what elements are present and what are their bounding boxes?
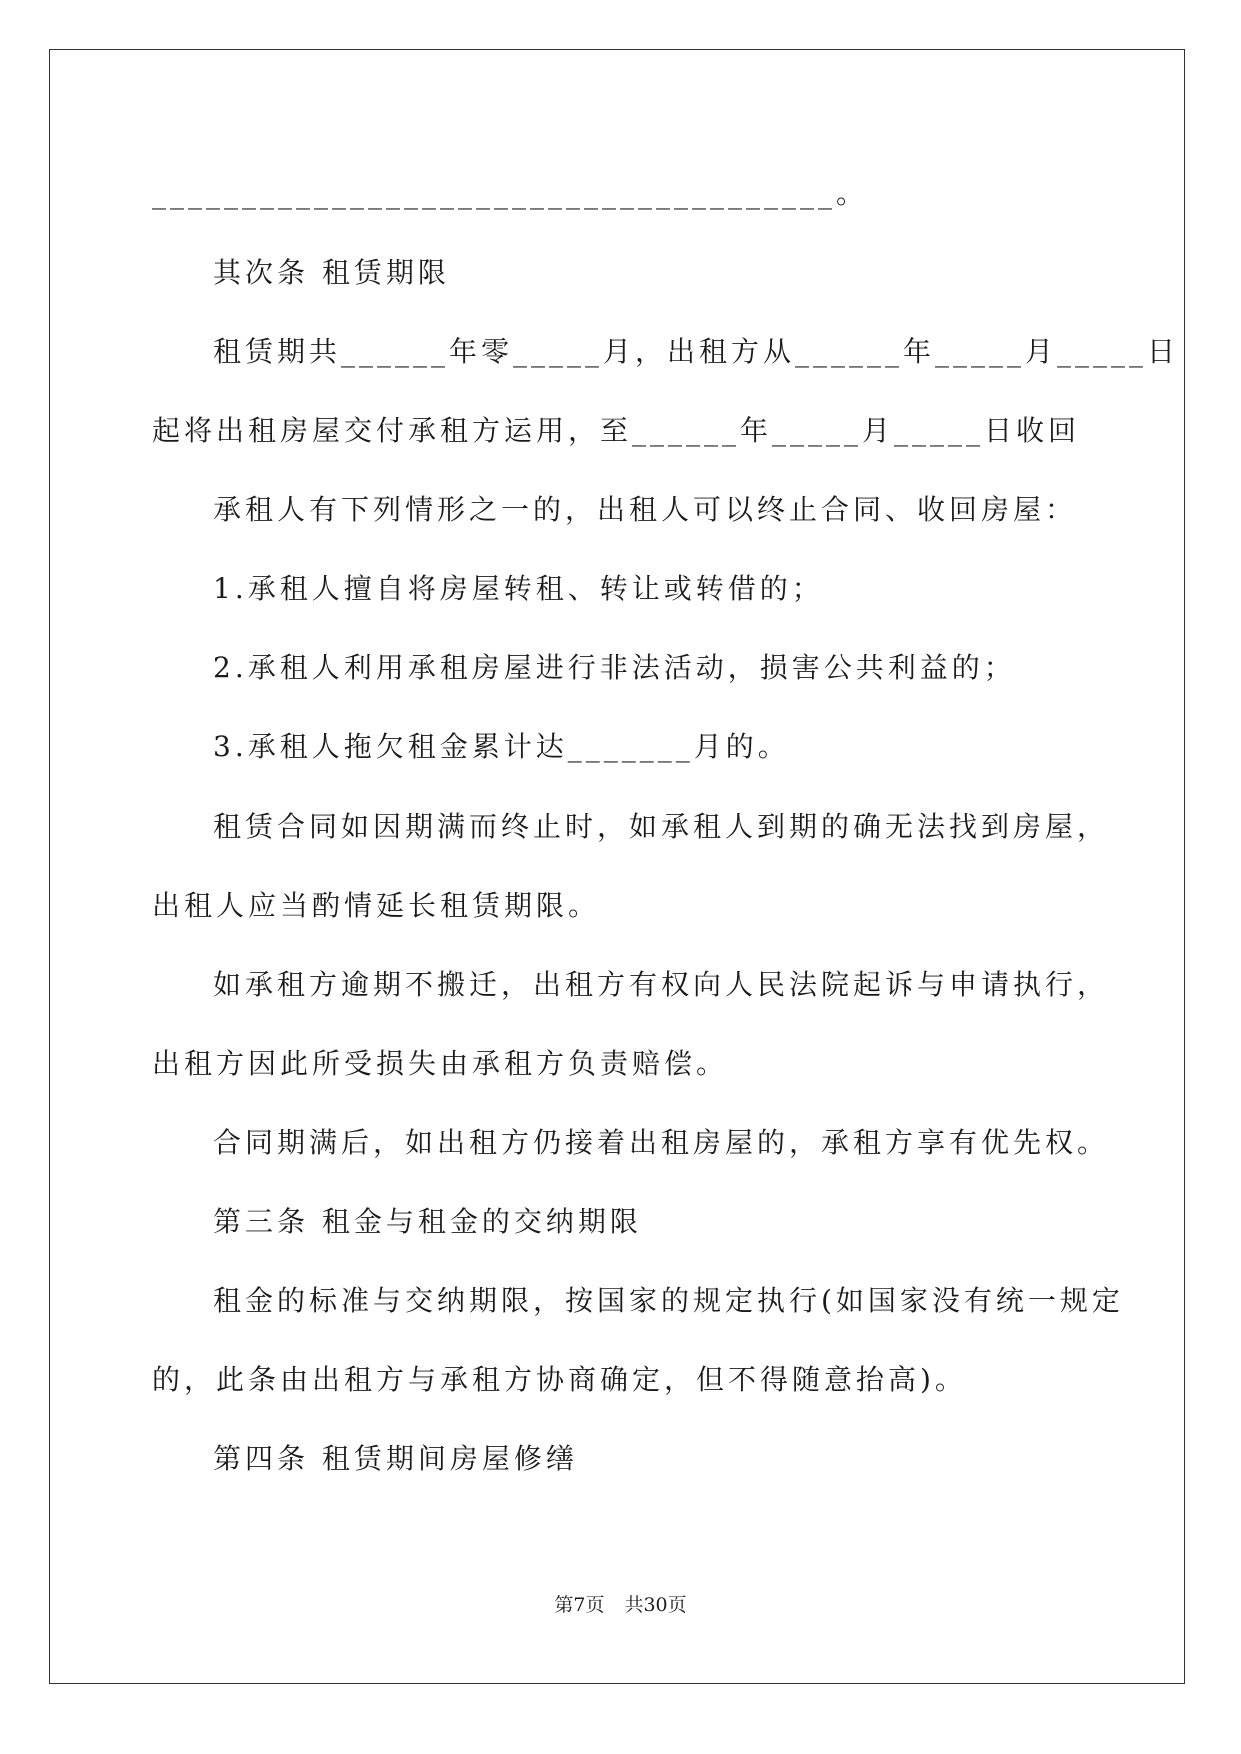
text-line-overdue: 如承租方逾期不搬迁，出租方有权向人民法院起诉与申请执行，	[213, 968, 1110, 1001]
text-line-rent-standard: 租金的标准与交纳期限，按国家的规定执行(如国家没有统一规定	[213, 1284, 1124, 1317]
list-item-1: 1.承租人擅自将房屋转租、转让或转借的；	[213, 572, 824, 605]
text-line-rent-standard-cont: 的，此条由出租方与承租方协商确定，但不得随意抬高)。	[152, 1363, 967, 1396]
list-item-3: 3.承租人拖欠租金累计达_______月的。	[213, 730, 790, 763]
text-line-priority: 合同期满后，如出租方仍接着出租房屋的，承租方享有优先权。	[213, 1126, 1110, 1159]
section-heading-second: 其次条 租赁期限	[213, 256, 450, 289]
section-heading-fourth: 第四条 租赁期间房屋修缮	[213, 1442, 578, 1475]
list-item-2: 2.承租人利用承租房屋进行非法活动，损害公共利益的；	[213, 651, 1016, 684]
text-line-lease-delivery: 起将出租房屋交付承租方运用，至______年_____月_____日收回	[152, 414, 1081, 447]
text-line-expiry: 租赁合同如因期满而终止时，如承租人到期的确无法找到房屋，	[213, 810, 1110, 843]
text-line-expiry-cont: 出租人应当酌情延长租赁期限。	[152, 889, 601, 922]
page-footer	[0, 1593, 1241, 1617]
text-line-lease-term: 租赁期共______年零_____月，出租方从______年_____月_____日	[213, 335, 1180, 368]
text-line-termination-intro: 承租人有下列情形之一的，出租人可以终止合同、收回房屋：	[213, 493, 1078, 526]
section-heading-third: 第三条 租金与租金的交纳期限	[213, 1205, 642, 1238]
page-number: 第7页	[554, 1594, 605, 1616]
text-line-blank-ending: ______________________________________。	[152, 177, 869, 210]
text-line-overdue-cont: 出租方因此所受损失由承租方负责赔偿。	[152, 1047, 729, 1080]
page-total: 共30页	[624, 1594, 687, 1616]
